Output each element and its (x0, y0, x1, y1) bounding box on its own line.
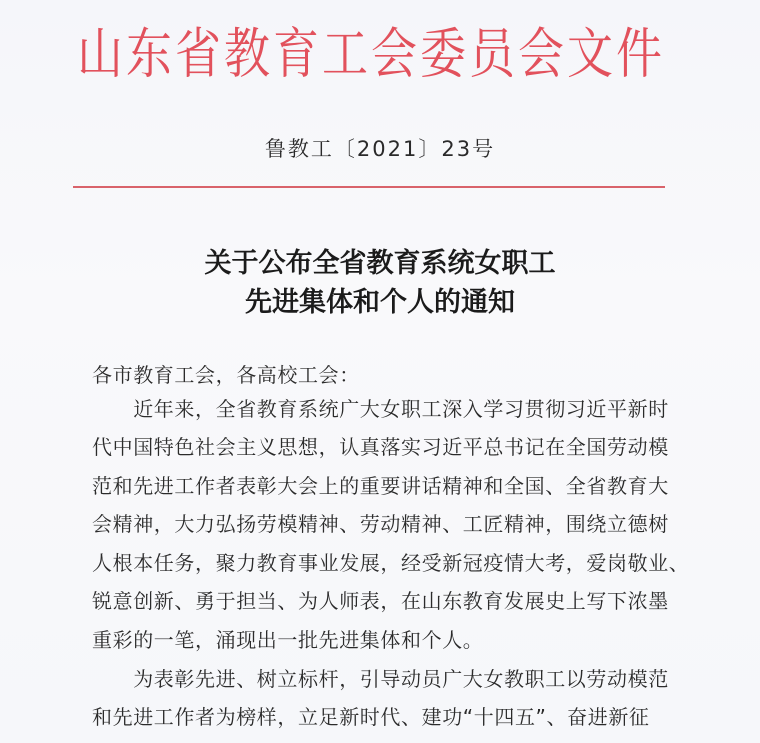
body-line: 重彩的一笔，涌现出一批先进集体和个人。 (92, 628, 484, 652)
body-line: 锐意创新、勇于担当、为人师表，在山东教育发展史上写下浓墨 (92, 589, 669, 613)
document-masthead: 山东省教育工会委员会文件 (77, 21, 665, 86)
body-line: 为表彰先进、树立标杆，引导动员广大女教职工以劳动模范 (92, 667, 669, 691)
salutation: 各市教育工会，各高校工会： (92, 363, 360, 387)
body-line: 和先进工作者为榜样，立足新时代、建功“十四五”、奋进新征 (92, 705, 650, 729)
body-line: 代中国特色社会主义思想，认真落实习近平总书记在全国劳动模 (92, 435, 669, 459)
body-line: 人根本任务，聚力教育事业发展，经受新冠疫情大考，爱岗敬业、 (92, 551, 690, 575)
bleed-through-text (150, 100, 654, 125)
document-title-line-2: 先进集体和个人的通知 (245, 287, 515, 318)
red-divider-rule (73, 186, 665, 188)
body-line: 近年来，全省教育系统广大女职工深入学习贯彻习近平新时 (92, 397, 669, 421)
document-title-line-1: 关于公布全省教育系统女职工 (204, 248, 556, 279)
body-line: 会精神，大力弘扬劳模精神、劳动精神、工匠精神，围绕立德树 (92, 512, 669, 536)
document-number: 鲁教工〔2021〕23号 (264, 137, 496, 161)
body-line: 范和先进工作者表彰大会上的重要讲话精神和全国、全省教育大 (92, 474, 669, 498)
